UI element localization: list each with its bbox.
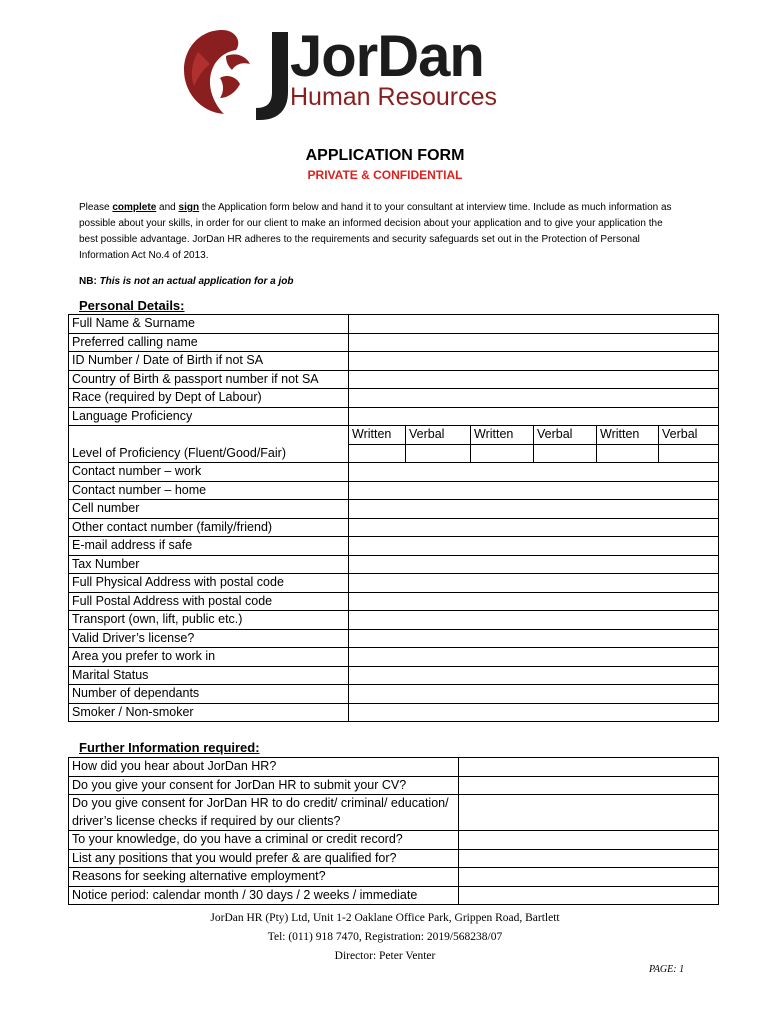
- field-input[interactable]: [349, 370, 719, 389]
- field-label: Full Name & Surname: [69, 315, 349, 334]
- nb-note: NB: This is not an actual application for a job: [79, 276, 294, 287]
- proficiency-input[interactable]: [659, 444, 719, 463]
- table-row: [69, 703, 719, 722]
- field-label: Full Physical Address with postal code: [69, 574, 349, 593]
- field-input[interactable]: [349, 555, 719, 574]
- field-input[interactable]: [349, 481, 719, 500]
- field-label: ID Number / Date of Birth if not SA: [69, 352, 349, 371]
- field-input[interactable]: [349, 518, 719, 537]
- proficiency-label: Level of Proficiency (Fluent/Good/Fair): [72, 445, 286, 460]
- language-column-header: Written: [597, 426, 659, 445]
- field-label: Preferred calling name: [69, 333, 349, 352]
- field-input[interactable]: [349, 685, 719, 704]
- field-input[interactable]: [349, 333, 719, 352]
- proficiency-input[interactable]: [406, 444, 471, 463]
- table-row: [69, 629, 719, 648]
- page-number: PAGE: 1: [649, 964, 685, 975]
- language-column-header: Verbal: [534, 426, 597, 445]
- table-row: [69, 758, 719, 777]
- table-row: [69, 518, 719, 537]
- field-label: Cell number: [69, 500, 349, 519]
- field-label: Area you prefer to work in: [69, 648, 349, 667]
- table-row: [69, 592, 719, 611]
- table-row: [69, 463, 719, 482]
- answer-input[interactable]: [459, 868, 719, 887]
- table-row: [69, 685, 719, 704]
- table-row: [69, 315, 719, 334]
- field-label: Other contact number (family/friend): [69, 518, 349, 537]
- field-label: E-mail address if safe: [69, 537, 349, 556]
- language-column-header: Written: [471, 426, 534, 445]
- answer-input[interactable]: [459, 849, 719, 868]
- field-label: Contact number – work: [69, 463, 349, 482]
- page-title: APPLICATION FORM: [305, 147, 465, 164]
- field-input[interactable]: [349, 407, 719, 426]
- table-row: [69, 407, 719, 426]
- table-row: [69, 886, 719, 905]
- proficiency-input[interactable]: [534, 444, 597, 463]
- table-row: [69, 500, 719, 519]
- table-row: [69, 611, 719, 630]
- table-row: [69, 666, 719, 685]
- proficiency-input[interactable]: [471, 444, 534, 463]
- language-column-header: Written: [349, 426, 406, 445]
- question-label: Do you give consent for JorDan HR to do credit/ criminal/ education/ driver’s license checks if required by our clients?: [69, 795, 459, 831]
- personal-details-table: [68, 314, 719, 722]
- table-row: [69, 370, 719, 389]
- answer-input[interactable]: [459, 776, 719, 795]
- answer-input[interactable]: [459, 831, 719, 850]
- question-label: Reasons for seeking alternative employment?: [69, 868, 459, 887]
- field-label: Country of Birth & passport number if not SA: [69, 370, 349, 389]
- footer: [0, 909, 770, 966]
- footer-line-3: Director: Peter Venter: [334, 950, 436, 962]
- language-header-row: [69, 426, 719, 445]
- answer-input[interactable]: [459, 886, 719, 905]
- field-input[interactable]: [349, 592, 719, 611]
- table-row: [69, 555, 719, 574]
- table-row: [69, 776, 719, 795]
- table-row: [69, 333, 719, 352]
- question-label: To your knowledge, do you have a criminal or credit record?: [69, 831, 459, 850]
- logo-brand: JorDan: [290, 24, 484, 89]
- field-input[interactable]: [349, 463, 719, 482]
- table-row: [69, 868, 719, 887]
- table-row: [69, 831, 719, 850]
- question-label: Do you give your consent for JorDan HR to submit your CV?: [69, 776, 459, 795]
- confidential-subtitle: PRIVATE & CONFIDENTIAL: [307, 168, 463, 182]
- table-row: [69, 537, 719, 556]
- question-label: List any positions that you would prefer & are qualified for?: [69, 849, 459, 868]
- field-input[interactable]: [349, 500, 719, 519]
- intro-paragraph: Please complete and sign the Application form below and hand it to your consultant at interview time. Include as much information as possible about your skills, in order for our client to make an informed decision about your application and to give your application the best possible advantage. JorDan HR adheres to the requirements and security safeguards set out in the Protection of Personal Information Act No.4 of 2013.: [79, 202, 672, 261]
- field-label: Valid Driver’s license?: [69, 629, 349, 648]
- table-row: [69, 795, 719, 831]
- table-row: [69, 648, 719, 667]
- language-column-header: Verbal: [406, 426, 471, 445]
- proficiency-input[interactable]: [349, 444, 406, 463]
- answer-input[interactable]: [459, 795, 719, 831]
- personal-details-heading: Personal Details:: [79, 298, 185, 313]
- field-input[interactable]: [349, 315, 719, 334]
- question-label: Notice period: calendar month / 30 days / 2 weeks / immediate: [69, 886, 459, 905]
- field-label: Transport (own, lift, public etc.): [69, 611, 349, 630]
- field-label: Smoker / Non-smoker: [69, 703, 349, 722]
- field-input[interactable]: [349, 389, 719, 408]
- field-input[interactable]: [349, 703, 719, 722]
- field-input[interactable]: [349, 537, 719, 556]
- field-label: Marital Status: [69, 666, 349, 685]
- logo-subtitle: Human Resources: [290, 83, 498, 111]
- field-label: Number of dependants: [69, 685, 349, 704]
- question-label: How did you hear about JorDan HR?: [69, 758, 459, 777]
- field-input[interactable]: [349, 352, 719, 371]
- table-row: [69, 849, 719, 868]
- field-label: Race (required by Dept of Labour): [69, 389, 349, 408]
- field-label: Tax Number: [69, 555, 349, 574]
- field-label: Contact number – home: [69, 481, 349, 500]
- further-info-heading: Further Information required:: [79, 740, 260, 755]
- table-row: [69, 389, 719, 408]
- proficiency-label-cell: [69, 426, 349, 463]
- field-label: Full Postal Address with postal code: [69, 592, 349, 611]
- further-info-table: [68, 757, 719, 905]
- field-input[interactable]: [349, 666, 719, 685]
- field-input[interactable]: [349, 611, 719, 630]
- field-input[interactable]: [349, 574, 719, 593]
- language-column-header: Verbal: [659, 426, 719, 445]
- field-input[interactable]: [349, 648, 719, 667]
- footer-line-2: Tel: (011) 918 7470, Registration: 2019/568238/07: [267, 931, 503, 943]
- proficiency-input[interactable]: [597, 444, 659, 463]
- field-input[interactable]: [349, 629, 719, 648]
- field-label: Language Proficiency: [69, 407, 349, 426]
- table-row: [69, 481, 719, 500]
- table-row: [69, 574, 719, 593]
- footer-line-1: JorDan HR (Pty) Ltd, Unit 1-2 Oaklane Office Park, Grippen Road, Bartlett: [210, 912, 560, 924]
- table-row: [69, 352, 719, 371]
- answer-input[interactable]: [459, 758, 719, 777]
